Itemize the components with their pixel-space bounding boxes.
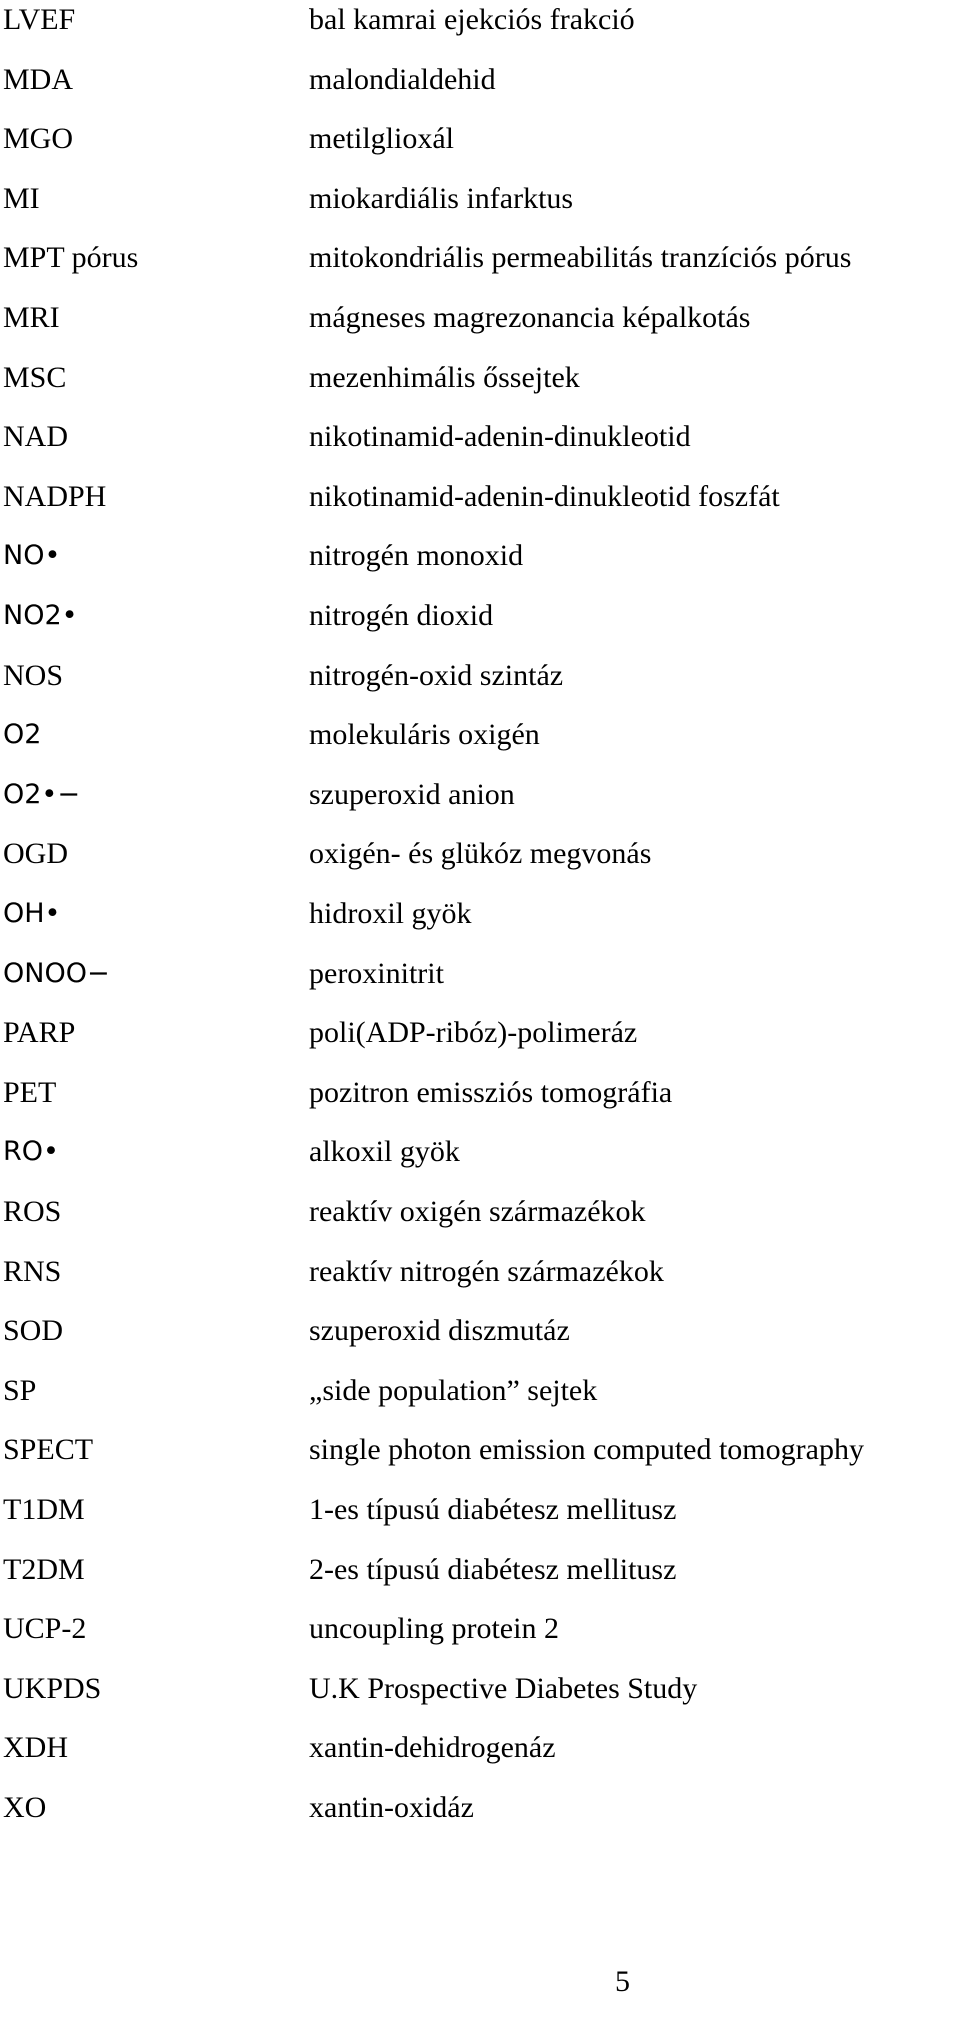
abbreviation-row xyxy=(0,834,960,874)
abbreviation-definition: nikotinamid-adenin-dinukleotid foszfát xyxy=(309,479,780,513)
abbreviation-definition: mitokondriális permeabilitás tranzíciós pórus xyxy=(309,241,852,275)
abbreviation-row xyxy=(0,1550,960,1590)
abbreviation-term: XO xyxy=(3,1791,47,1824)
abbreviation-row xyxy=(0,1073,960,1113)
abbreviation-definition: oxigén- és glükóz megvonás xyxy=(309,837,652,871)
abbreviation-term: UCP-2 xyxy=(3,1612,87,1646)
abbreviation-row xyxy=(0,1609,960,1649)
abbreviation-row xyxy=(0,60,960,100)
abbreviation-term: PARP xyxy=(3,1016,76,1050)
abbreviation-row xyxy=(0,1669,960,1709)
abbreviation-row xyxy=(0,954,960,994)
abbreviation-row xyxy=(0,417,960,457)
abbreviation-term: NAD xyxy=(3,420,68,454)
abbreviation-row xyxy=(0,1252,960,1292)
abbreviation-definition: 1-es típusú diabétesz mellitusz xyxy=(309,1493,677,1526)
abbreviation-term: UKPDS xyxy=(3,1671,102,1705)
abbreviation-definition: 2-es típusú diabétesz mellitusz xyxy=(309,1552,677,1586)
abbreviation-definition: hidroxil gyök xyxy=(309,897,472,930)
abbreviation-row xyxy=(0,477,960,517)
abbreviation-definition: pozitron emissziós tomográfia xyxy=(309,1075,673,1109)
abbreviation-row xyxy=(0,179,960,219)
abbreviation-term: NOS xyxy=(3,658,64,692)
abbreviation-definition: malondialdehid xyxy=(309,62,496,96)
abbreviation-row xyxy=(0,1371,960,1411)
abbreviation-definition: alkoxil gyök xyxy=(309,1135,460,1169)
page-number: 5 xyxy=(615,1965,630,1998)
abbreviation-term: NADPH xyxy=(3,479,107,513)
abbreviation-term: O2•− xyxy=(3,778,80,810)
abbreviation-row xyxy=(0,1490,960,1530)
abbreviation-row xyxy=(0,656,960,696)
abbreviation-term: ROS xyxy=(3,1195,62,1228)
abbreviation-definition: poli(ADP-ribóz)-polimeráz xyxy=(309,1016,638,1050)
abbreviation-row xyxy=(0,1728,960,1768)
abbreviation-row xyxy=(0,0,960,40)
abbreviation-term: T1DM xyxy=(3,1493,85,1526)
abbreviation-definition: miokardiális infarktus xyxy=(309,181,574,215)
abbreviation-term: ONOO− xyxy=(3,957,110,989)
abbreviation-term: OH• xyxy=(3,898,61,929)
abbreviation-term: OGD xyxy=(3,837,68,871)
abbreviation-row xyxy=(0,1430,960,1470)
abbreviation-row xyxy=(0,298,960,338)
abbreviation-term: MPT pórus xyxy=(3,241,139,275)
abbreviation-term: NO2• xyxy=(3,600,78,631)
abbreviation-row xyxy=(0,1311,960,1351)
abbreviation-term: LVEF xyxy=(3,3,76,36)
abbreviation-row xyxy=(0,596,960,636)
abbreviation-definition: single photon emission computed tomography xyxy=(309,1433,864,1467)
abbreviation-definition: U.K Prospective Diabetes Study xyxy=(309,1671,698,1705)
abbreviation-definition: uncoupling protein 2 xyxy=(309,1612,559,1646)
abbreviation-term: XDH xyxy=(3,1731,68,1765)
abbreviation-definition: reaktív nitrogén származékok xyxy=(309,1254,664,1288)
abbreviation-definition: mágneses magrezonancia képalkotás xyxy=(309,301,751,334)
abbreviation-term: T2DM xyxy=(3,1552,85,1586)
abbreviation-term: RNS xyxy=(3,1254,62,1288)
abbreviation-definition: „side population” sejtek xyxy=(309,1373,598,1407)
abbreviation-definition: szuperoxid diszmutáz xyxy=(309,1314,570,1348)
abbreviation-definition: nitrogén-oxid szintáz xyxy=(309,658,564,692)
abbreviation-definition: mezenhimális őssejtek xyxy=(309,360,580,394)
abbreviation-definition: metilglioxál xyxy=(309,122,454,156)
abbreviation-definition: molekuláris oxigén xyxy=(309,718,540,752)
abbreviation-term: PET xyxy=(3,1075,57,1109)
abbreviation-term: MDA xyxy=(3,62,74,96)
abbreviation-definition: nitrogén monoxid xyxy=(309,539,524,573)
abbreviation-term: MI xyxy=(3,181,40,215)
abbreviation-term: SOD xyxy=(3,1314,64,1348)
abbreviation-term: MGO xyxy=(3,122,74,156)
abbreviation-definition: bal kamrai ejekciós frakció xyxy=(309,3,635,36)
abbreviation-term: SP xyxy=(3,1373,37,1407)
abbreviation-row xyxy=(0,1132,960,1172)
abbreviation-row xyxy=(0,358,960,398)
abbreviation-definition: szuperoxid anion xyxy=(309,777,515,811)
abbreviation-row xyxy=(0,1013,960,1053)
abbreviation-definition: peroxinitrit xyxy=(309,956,444,990)
abbreviation-row xyxy=(0,119,960,159)
abbreviation-term: NO• xyxy=(3,540,61,572)
abbreviation-term: MRI xyxy=(3,301,60,334)
abbreviation-row xyxy=(0,715,960,755)
abbreviation-row xyxy=(0,775,960,815)
abbreviation-definition: xantin-dehidrogenáz xyxy=(309,1731,556,1765)
abbreviation-row xyxy=(0,1788,960,1828)
abbreviation-term: SPECT xyxy=(3,1433,94,1467)
abbreviation-row xyxy=(0,1192,960,1232)
abbreviation-definition: reaktív oxigén származékok xyxy=(309,1195,646,1228)
abbreviation-definition: nitrogén dioxid xyxy=(309,599,494,632)
abbreviation-term: RO• xyxy=(3,1136,59,1168)
abbreviation-definition: xantin-oxidáz xyxy=(309,1791,474,1824)
abbreviation-term: MSC xyxy=(3,360,67,394)
abbreviation-definition: nikotinamid-adenin-dinukleotid xyxy=(309,420,691,454)
abbreviation-term: O2 xyxy=(3,719,42,751)
abbreviation-row xyxy=(0,238,960,278)
abbreviation-row xyxy=(0,536,960,576)
abbreviation-row xyxy=(0,894,960,934)
